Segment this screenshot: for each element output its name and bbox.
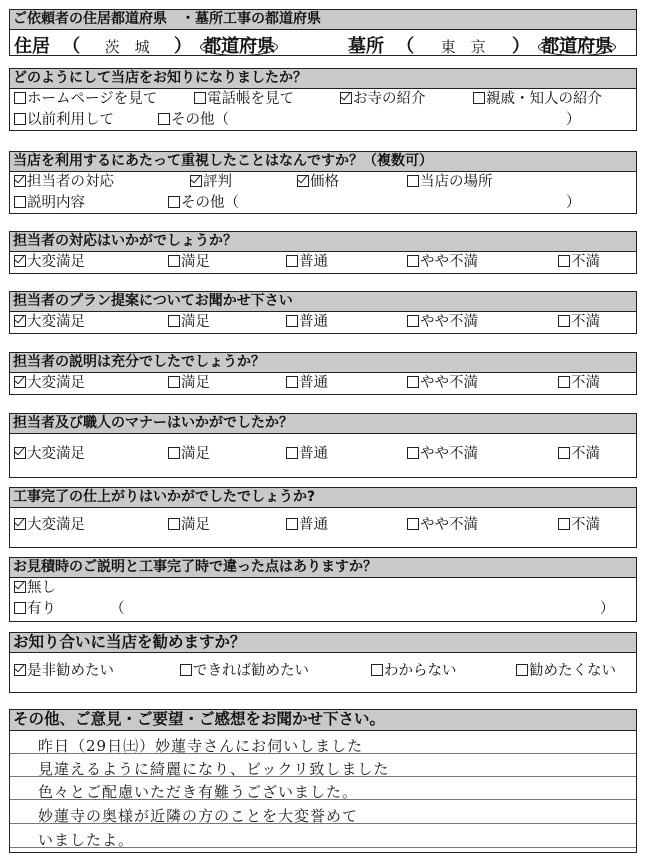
rating-option[interactable]: 不満 [558,446,600,463]
rating-option[interactable]: 不満 [558,254,600,271]
residence-value: 茨 城 [104,38,150,56]
rating-option[interactable]: 不満 [558,375,600,392]
checkbox-icon[interactable] [14,92,26,104]
comments-title: その他、ご意見・ご要望・ご感想をお聞かせ下さい。 [9,709,637,731]
rating-option[interactable]: 満足 [168,517,210,534]
residence-label: 住居 [14,36,50,57]
checkbox-icon[interactable] [407,518,419,530]
rating-option[interactable]: やや不満 [407,446,478,463]
rating-option[interactable]: 普通 [286,446,328,463]
q2-title: 当店を利用するにあたって重視したことはなんですか？（複数可） [9,151,637,172]
comment-line: いましたよ。 [38,831,135,849]
rating-option[interactable]: やや不満 [407,314,478,331]
checkbox-icon[interactable] [286,255,298,267]
checkbox-icon[interactable] [407,315,419,327]
rating-option[interactable]: やや不満 [407,375,478,392]
rating-option[interactable]: 大変満足 [14,314,85,331]
location-header: ご依頼者の住居都道府県 ・墓所工事の都道府県 [9,9,637,30]
rating-option[interactable]: 大変満足 [14,254,85,271]
rating-manners [9,413,637,478]
checkbox-icon[interactable] [407,447,419,459]
checkbox-icon[interactable] [558,518,570,530]
checkbox-icon[interactable] [407,175,419,187]
rating-title: 担当者の対応はいかがでしょうか？ [9,231,637,252]
location-section: ご依頼者の住居都道府県 ・墓所工事の都道府県 住居 （ 茨 城 ） 都道府県 墓所 （ 東 京 ） 都道府県 [9,9,637,56]
checkbox-icon[interactable] [158,113,170,125]
checkbox-icon[interactable] [286,376,298,388]
comment-line: 見違えるように綺麗になり、ビックリ致しました [38,760,390,778]
q9-option[interactable]: 勧めたくない [516,663,616,680]
checked-checkbox-icon[interactable] [14,315,26,327]
residence-pref-unit: 都道府県 [200,38,278,56]
checkbox-icon[interactable] [558,315,570,327]
checkbox-icon[interactable] [516,664,528,676]
q2-option[interactable]: 評判 [190,174,232,191]
rating-option[interactable]: 満足 [168,375,210,392]
q8-section: お見積時のご説明と工事完了時で違った点はありますか？ 無し 有り （ ） [9,557,637,622]
rating-option[interactable]: 満足 [168,446,210,463]
q2-section: 当店を利用するにあたって重視したことはなんですか？（複数可） 担当者の対応 評判 価格 当店の場所 説明内容 その他（ ） [9,151,637,214]
checked-checkbox-icon[interactable] [14,255,26,267]
q9-title: お知り合いに当店を勧めますか？ [9,632,637,653]
q8-title: お見積時のご説明と工事完了時で違った点はありますか？ [9,557,637,578]
comments-lines [10,731,636,853]
checkbox-icon[interactable] [180,664,192,676]
checkbox-icon[interactable] [168,315,180,327]
checked-checkbox-icon[interactable] [14,664,26,676]
rating-title: 担当者及び職人のマナーはいかがでしたか？ [9,413,637,434]
cemetery-value: 東 京 [440,38,486,56]
q9-option[interactable]: わからない [371,663,457,680]
checked-checkbox-icon[interactable] [190,175,202,187]
checked-checkbox-icon[interactable] [340,92,352,104]
q2-option[interactable]: 説明内容 [14,195,85,212]
checkbox-icon[interactable] [558,255,570,267]
comments-section [9,709,637,853]
rating-option[interactable]: 普通 [286,314,328,331]
rating-plan-proposal [9,291,637,334]
checkbox-icon[interactable] [14,196,26,208]
rating-option[interactable]: 普通 [286,254,328,271]
rating-explanation [9,352,637,395]
comment-line: 昨日（29日㈯）妙蓮寺さんにお伺いしました [38,737,364,755]
q1-title: どのようにして当店をお知りになりましたか？ [9,68,637,89]
checked-checkbox-icon[interactable] [297,175,309,187]
checkbox-icon[interactable] [168,196,180,208]
rating-staff-response [9,231,637,274]
q1-option[interactable]: 電話帳を見て [194,91,294,108]
checkbox-icon[interactable] [168,255,180,267]
rating-option[interactable]: 大変満足 [14,375,85,392]
rating-option[interactable]: 大変満足 [14,517,85,534]
rating-option[interactable]: やや不満 [407,254,478,271]
rating-option[interactable]: 満足 [168,254,210,271]
q1-option[interactable]: お寺の紹介 [340,91,426,108]
checkbox-icon[interactable] [168,376,180,388]
rating-finish [9,487,637,548]
q1-option[interactable]: ホームページを見て [14,91,157,108]
q9-section [9,632,637,693]
q2-option[interactable]: 当店の場所 [407,174,493,191]
checked-checkbox-icon[interactable] [14,518,26,530]
checked-checkbox-icon[interactable] [14,376,26,388]
rating-option[interactable]: 不満 [558,314,600,331]
checkbox-icon[interactable] [168,447,180,459]
checkbox-icon[interactable] [558,376,570,388]
checkbox-icon[interactable] [194,92,206,104]
q2-option-other[interactable]: その他（ [168,195,239,212]
checkbox-icon[interactable] [14,602,26,614]
cemetery-label: 墓所 [348,36,384,57]
q1-section: どのようにして当店をお知りになりましたか？ ホームページを見て 電話帳を見て お寺の紹介 親戚・知人の紹介 以前利用して その他（ ） [9,68,637,131]
checkbox-icon[interactable] [371,664,383,676]
cemetery-pref-unit: 都道府県 [538,38,616,56]
q1-option[interactable]: 以前利用して [14,112,114,129]
rating-option[interactable]: 満足 [168,314,210,331]
checked-checkbox-icon[interactable] [14,447,26,459]
q1-option[interactable]: 親戚・知人の紹介 [473,91,602,108]
checkbox-icon[interactable] [407,255,419,267]
checkbox-icon[interactable] [286,315,298,327]
q9-option[interactable]: できれば勧めたい [180,663,309,680]
q9-option[interactable]: 是非勧めたい [14,663,114,680]
q8-option-yes[interactable]: 有り [14,601,56,618]
rating-option[interactable]: 大変満足 [14,446,85,463]
checkbox-icon[interactable] [14,113,26,125]
rating-option[interactable]: 普通 [286,375,328,392]
rating-option[interactable]: やや不満 [407,517,478,534]
q8-option-none[interactable]: 無し [14,580,56,597]
q2-option[interactable]: 担当者の対応 [14,174,114,191]
comment-line: 妙蓮寺の奥様が近隣の方のことを大変誉めて [38,807,359,825]
rating-title: 工事完了の仕上がりはいかがでしたでしょうか? [9,487,637,508]
checkbox-icon[interactable] [168,518,180,530]
checked-checkbox-icon[interactable] [14,175,26,187]
rating-option[interactable]: 不満 [558,517,600,534]
q2-option[interactable]: 価格 [297,174,339,191]
checkbox-icon[interactable] [286,447,298,459]
checkbox-icon[interactable] [473,92,485,104]
q1-option-other[interactable]: その他（ [158,112,229,129]
checkbox-icon[interactable] [558,447,570,459]
rating-title: 担当者のプラン提案についてお聞かせ下さい [9,291,637,312]
checkbox-icon[interactable] [407,376,419,388]
rating-option[interactable]: 普通 [286,517,328,534]
checkbox-icon[interactable] [286,518,298,530]
rating-title: 担当者の説明は充分でしたでしょうか？ [9,352,637,373]
comment-line: 色々とご配慮いただき有難うございました。 [38,783,359,801]
checked-checkbox-icon[interactable] [14,581,26,593]
